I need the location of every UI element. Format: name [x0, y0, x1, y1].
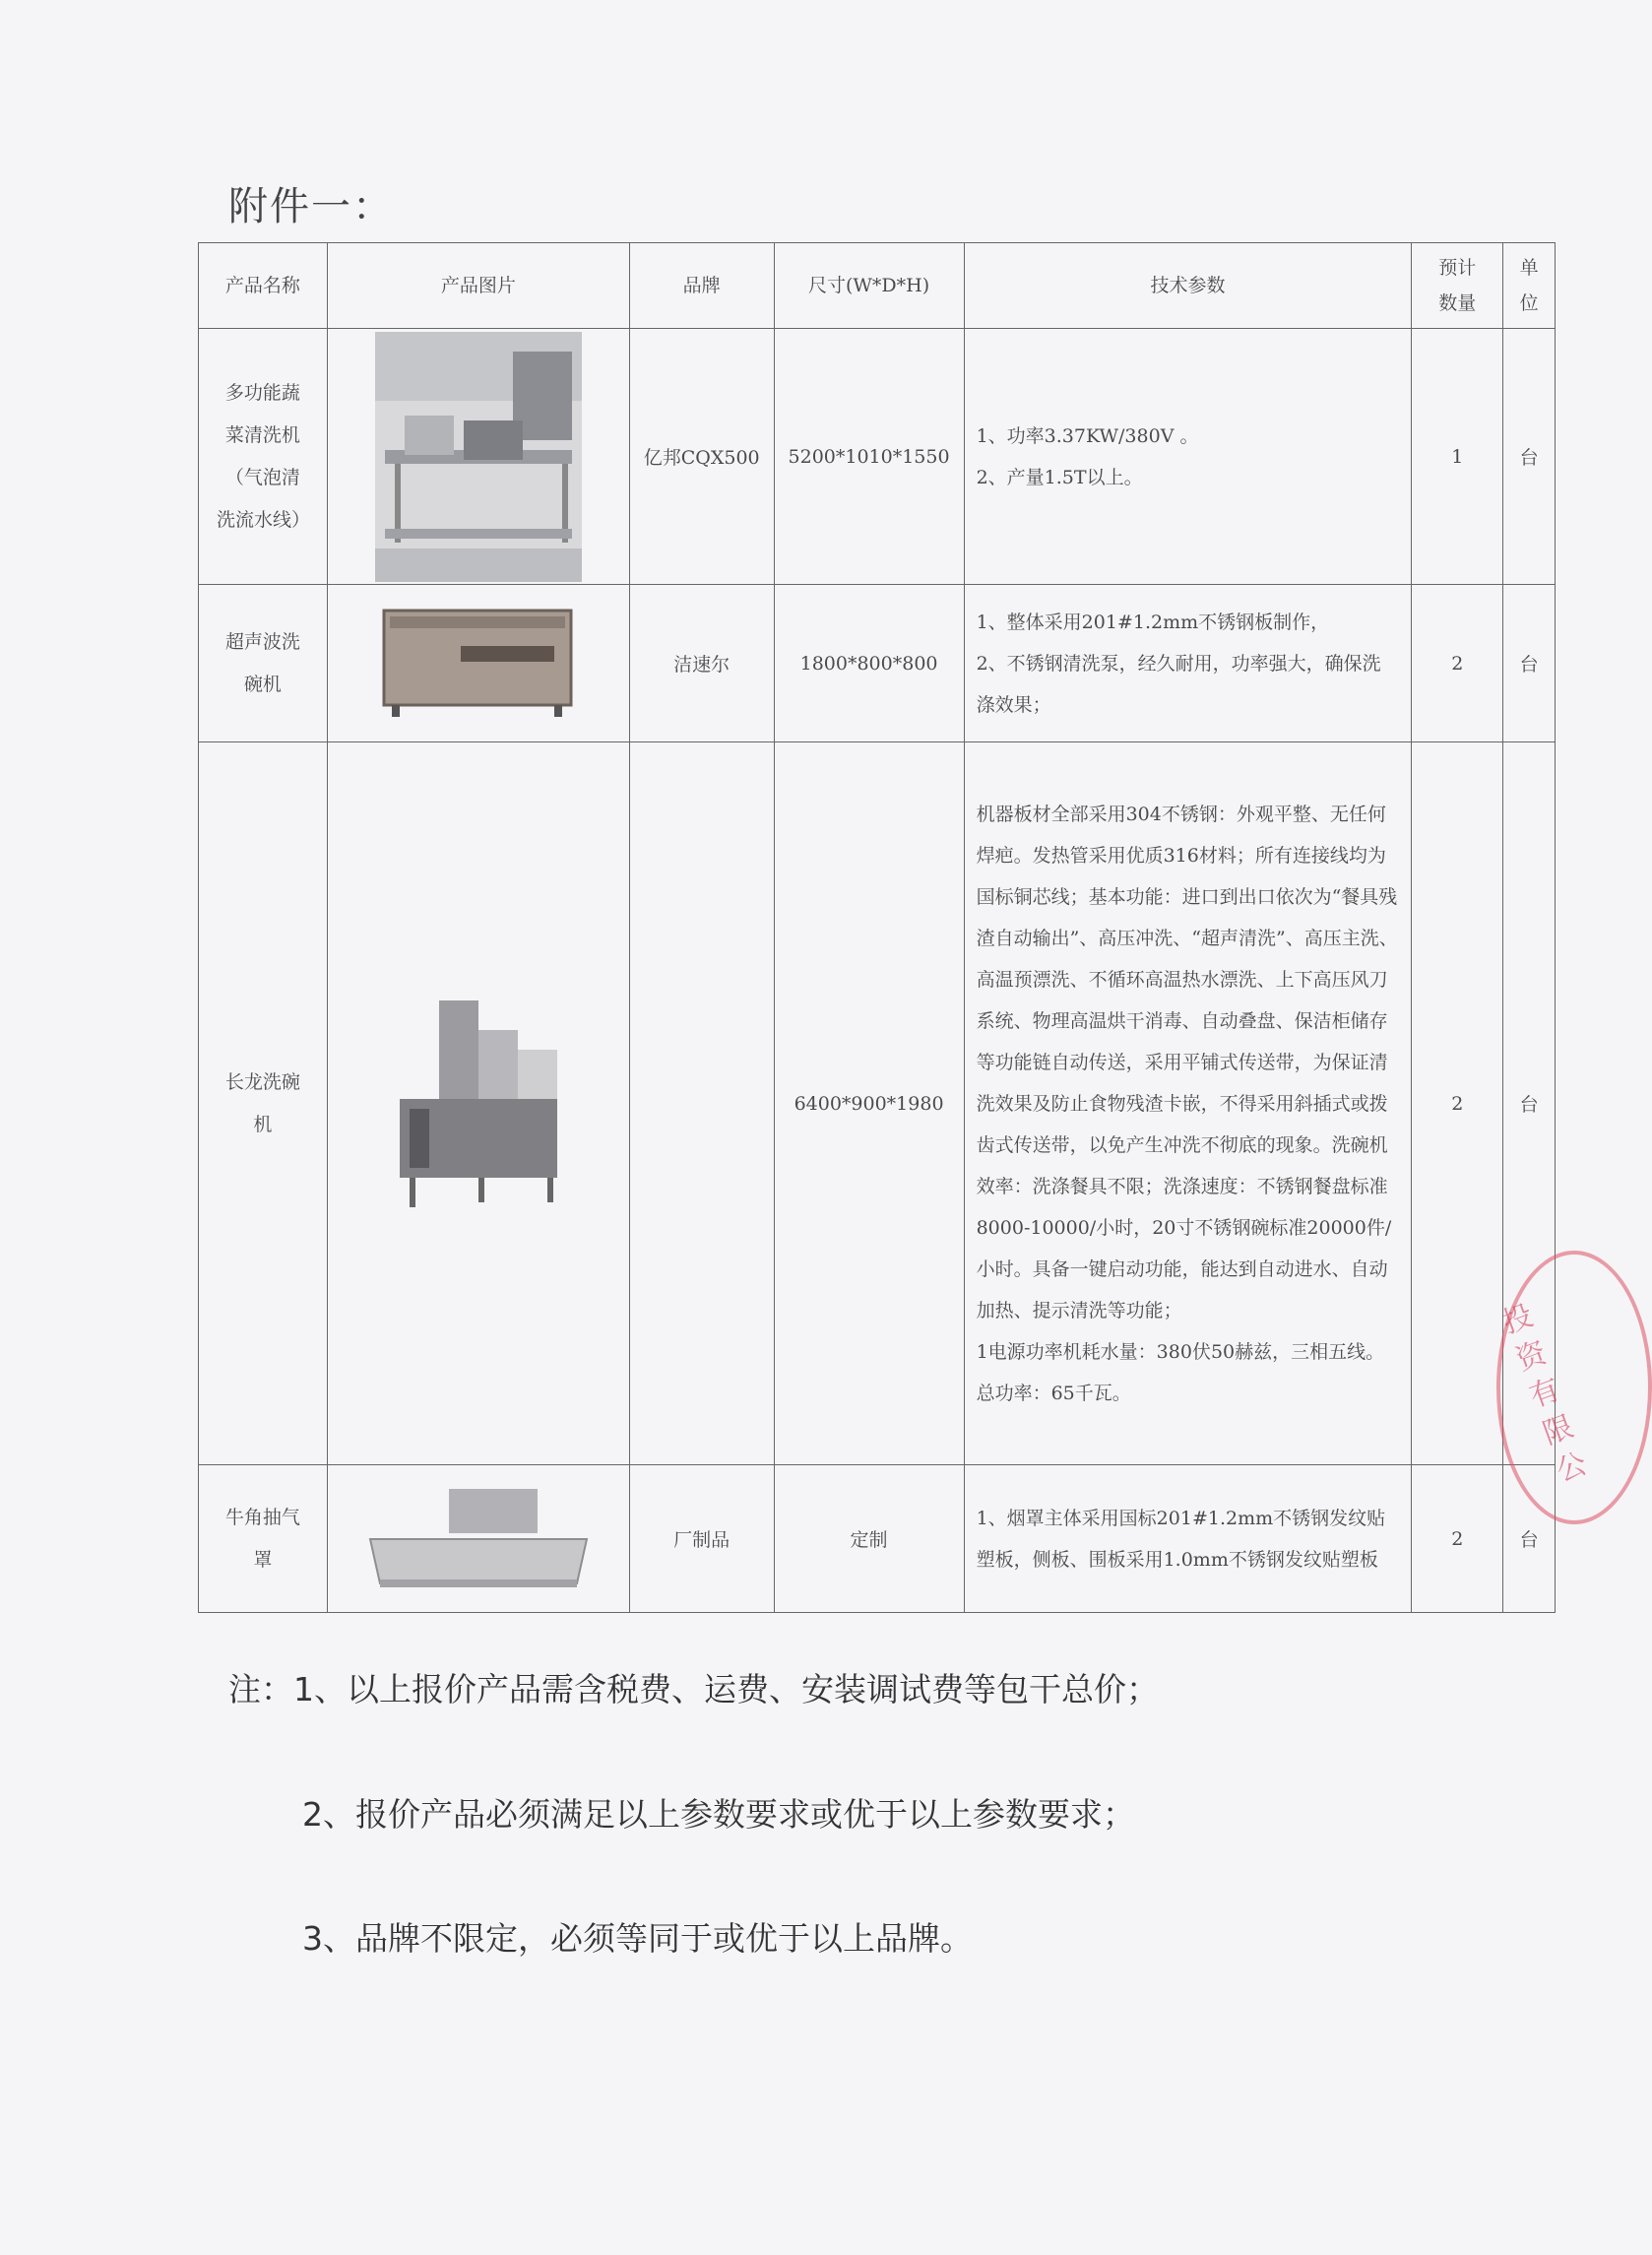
- header-name: 产品名称: [199, 243, 328, 329]
- product-image: [327, 329, 629, 585]
- product-unit: 台: [1503, 742, 1556, 1465]
- header-unit: 单 位: [1503, 243, 1556, 329]
- conveyor-dishwasher-photo-icon: [380, 991, 577, 1217]
- page-title: 附件一：: [228, 184, 394, 229]
- header-brand: 品牌: [629, 243, 774, 329]
- param-line: 1电源功率机耗水量：380伏50赫兹，三相五线。总功率：65千瓦。: [976, 1340, 1385, 1404]
- table-header-row: [199, 243, 1556, 329]
- product-name: 长龙洗碗机: [199, 742, 328, 1465]
- header-image: 产品图片: [327, 243, 629, 329]
- table-row: [199, 742, 1556, 1465]
- product-qty: 1: [1412, 329, 1503, 585]
- param-line: 2、不锈钢清洗泵，经久耐用，功率强大，确保洗涤效果；: [976, 652, 1381, 716]
- product-brand: 亿邦CQX500: [629, 329, 774, 585]
- product-brand: 洁速尔: [629, 585, 774, 742]
- product-qty: 2: [1412, 742, 1503, 1465]
- header-size: 尺寸(W*D*H): [774, 243, 964, 329]
- product-name: 超声波洗碗机: [199, 585, 328, 742]
- stamp-text: 投资有限公: [1497, 1298, 1592, 1489]
- exhaust-hood-photo-icon: [370, 1485, 587, 1593]
- note-line: 2、报价产品必须满足以上参数要求或优于以上参数要求；: [302, 1795, 1135, 1834]
- product-image: [327, 1465, 629, 1613]
- product-image: [327, 585, 629, 742]
- product-qty: 2: [1412, 585, 1503, 742]
- product-name: 多功能蔬菜清洗机（气泡清洗流水线）: [199, 329, 328, 585]
- product-params: [964, 585, 1412, 742]
- table-row: [199, 329, 1556, 585]
- header-params: 技术参数: [964, 243, 1412, 329]
- product-params: [964, 1465, 1412, 1613]
- product-name: 牛角抽气罩: [199, 1465, 328, 1613]
- product-image: [327, 742, 629, 1465]
- product-unit: 台: [1503, 329, 1556, 585]
- param-line: 2、产量1.5T以上。: [976, 466, 1143, 488]
- param-line: 1、功率3.37KW/380V 。: [976, 424, 1199, 447]
- product-size: 6400*900*1980: [774, 742, 964, 1465]
- header-qty: 预计 数量: [1412, 243, 1503, 329]
- product-unit: 台: [1503, 1465, 1556, 1613]
- product-brand: [629, 742, 774, 1465]
- ultrasonic-dishwasher-photo-icon: [382, 607, 574, 720]
- table-row: [199, 585, 1556, 742]
- product-qty: 2: [1412, 1465, 1503, 1613]
- product-params: [964, 329, 1412, 585]
- param-line: 机器板材全部采用304不锈钢：外观平整、无任何焊疤。发热管采用优质316材料；所有连接线均为国标铜芯线；基本功能：进口到出口依次为“餐具残渣自动输出”、高压冲洗、“超声清洗”、高压主洗、高温预漂洗、不循环高温热水漂洗、上下高压风刀系统、物理高温烘干消毒、自动叠盘、保洁柜储存等功能链自动传送，采用平铺式传送带，为保证清洗效果及防止食物残渣卡嵌，不得采用斜插式或拨齿式传送带，以免产生冲洗不彻底的现象。洗碗机效率：洗涤餐具不限；洗涤速度：不锈钢餐盘标准8000-10000/小时，20寸不锈钢碗标准20000件/小时。具备一键启动功能，能达到自动进水、自动加热、提示清洗等功能；: [976, 803, 1398, 1321]
- product-size: 定制: [774, 1465, 964, 1613]
- product-brand: 厂制品: [629, 1465, 774, 1613]
- product-unit: 台: [1503, 585, 1556, 742]
- product-spec-table: [198, 242, 1556, 1613]
- product-size: 1800*800*800: [774, 585, 964, 742]
- vegetable-washer-photo-icon: [375, 332, 582, 582]
- product-params: [964, 742, 1412, 1465]
- table-row: [199, 1465, 1556, 1613]
- note-line: 注：1、以上报价产品需含税费、运费、安装调试费等包干总价；: [228, 1670, 1159, 1708]
- note-line: 3、品牌不限定，必须等同于或优于以上品牌。: [302, 1919, 973, 1958]
- param-line: 1、整体采用201#1.2mm不锈钢板制作，: [976, 611, 1330, 633]
- param-line: 1、烟罩主体采用国标201#1.2mm不锈钢发纹贴塑板，侧板、围板采用1.0mm不锈钢发纹贴塑板: [976, 1507, 1386, 1571]
- product-size: 5200*1010*1550: [774, 329, 964, 585]
